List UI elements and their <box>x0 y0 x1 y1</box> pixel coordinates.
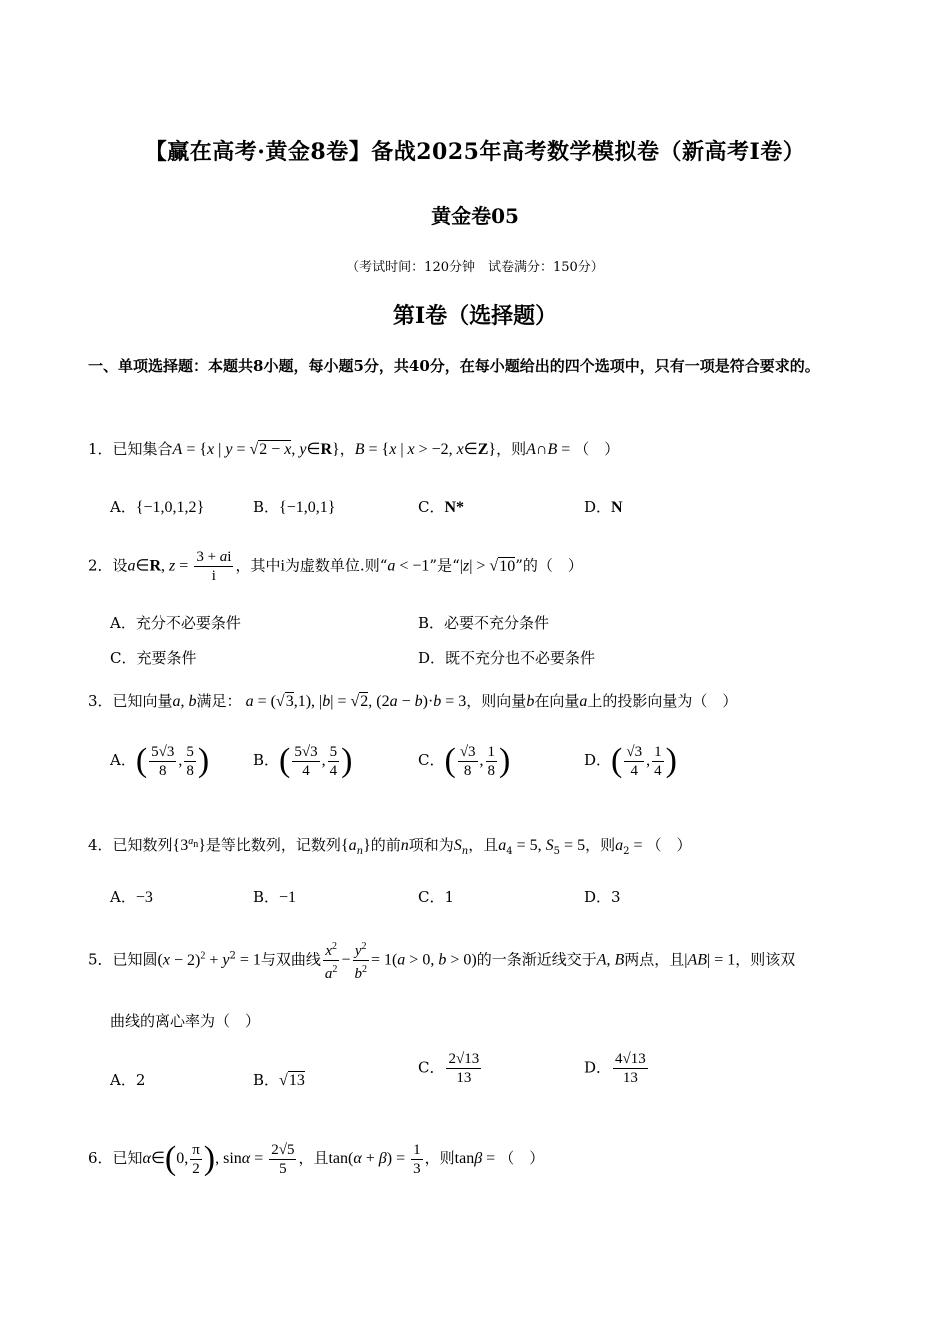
q1-option-c[interactable]: C．N* <box>418 498 465 516</box>
question-2: 2．设a∈R, z = $\frac{3 + ai}{i}$ ，其中i为虚数单位.则“a < −1”是“|z| > √10”的（ ） <box>88 549 583 584</box>
q5-option-a[interactable]: A．2 <box>110 1071 146 1089</box>
question-6: 6．已知α∈(0, $\frac{\pi}{2}$ ), sinα = $\frac{2√5}{5}$ ，且tan(α + β) = $\frac{1}{3}$ ，则tanβ = （ ） <box>88 1140 545 1177</box>
question-1: 1．已知集合A = {x | y = √2 − x, y∈R}，B = {x | x > −2, x∈Z}，则A∩B = （ ） <box>88 440 620 458</box>
q4-option-b[interactable]: B．−1 <box>253 888 297 906</box>
q4-option-d[interactable]: D．3 <box>584 888 621 906</box>
section-instructions: 一、单项选择题：本题共8小题，每小题5分，共40分，在每小题给出的四个选项中，只有一项是符合要求的。 <box>88 357 820 375</box>
q1-set-a: A <box>172 441 183 458</box>
question-4: 4．已知数列$\{3^{a_n}\}$是等比数列，记数列$\{a_n\}$的前n项和为$S_n$，且$a_4 = 5$, $S_5 = 5$，则$a_2$ = （ ） <box>88 835 692 857</box>
q2-option-d[interactable]: D．既不充分也不必要条件 <box>418 649 596 667</box>
section-title: 第I卷（选择题） <box>392 303 558 329</box>
exam-subtitle: 黄金卷05 <box>431 204 519 228</box>
question-5-line2: 曲线的离心率为（ ） <box>110 1012 261 1030</box>
q2-option-a[interactable]: A．充分不必要条件 <box>110 614 241 632</box>
q1-option-d[interactable]: D．N <box>584 498 623 516</box>
q3-option-c[interactable]: C．( $\frac{√3}{8}$ , $\frac{1}{8}$ ) <box>418 742 511 779</box>
q5-option-d[interactable]: D． $\frac{4√13}{13}$ <box>584 1051 646 1086</box>
q4-option-c[interactable]: C．1 <box>418 888 455 906</box>
q5-option-c[interactable]: C． $\frac{2√13}{13}$ <box>418 1051 480 1086</box>
q2-option-b[interactable]: B．必要不充分条件 <box>418 614 550 632</box>
exam-title: 【赢在高考·黄金8卷】备战2025年高考数学模拟卷（新高考I卷） <box>144 139 806 165</box>
question-5: 5．已知圆$(x - 2)^2 + y^2 = 1$与双曲线 $\frac{x^2}{a^2}$ − $\frac{y^2}{b^2}$ = 1(a > 0, b > 0)的一条渐近线交于A, B两点，且|AB| = 1，则该双 <box>88 938 795 983</box>
q5-option-b[interactable]: B．√13 <box>253 1071 305 1089</box>
question-3: 3．已知向量a, b满足： a = (√3,1), |b| = √2, (2a − b)·b = 3，则向量b在向量a上的投影向量为（ ） <box>88 692 738 710</box>
exam-meta: （考试时间：120分钟 试卷满分：150分） <box>346 260 604 275</box>
q1-option-a[interactable]: A．{−1,0,1,2} <box>110 498 205 516</box>
q3-option-d[interactable]: D．( $\frac{√3}{4}$ , $\frac{1}{4}$ ) <box>584 742 677 779</box>
q3-option-a[interactable]: A．( $\frac{5√3}{8}$ , $\frac{5}{8}$ ) <box>110 742 210 779</box>
q1-stem: 1．已知集合 <box>88 440 173 458</box>
q2-option-c[interactable]: C．充要条件 <box>110 649 197 667</box>
q3-option-b[interactable]: B．( $\frac{5√3}{4}$ , $\frac{5}{4}$ ) <box>253 742 353 779</box>
q1-option-b[interactable]: B．{−1,0,1} <box>253 498 336 516</box>
q4-option-a[interactable]: A．−3 <box>110 888 153 906</box>
